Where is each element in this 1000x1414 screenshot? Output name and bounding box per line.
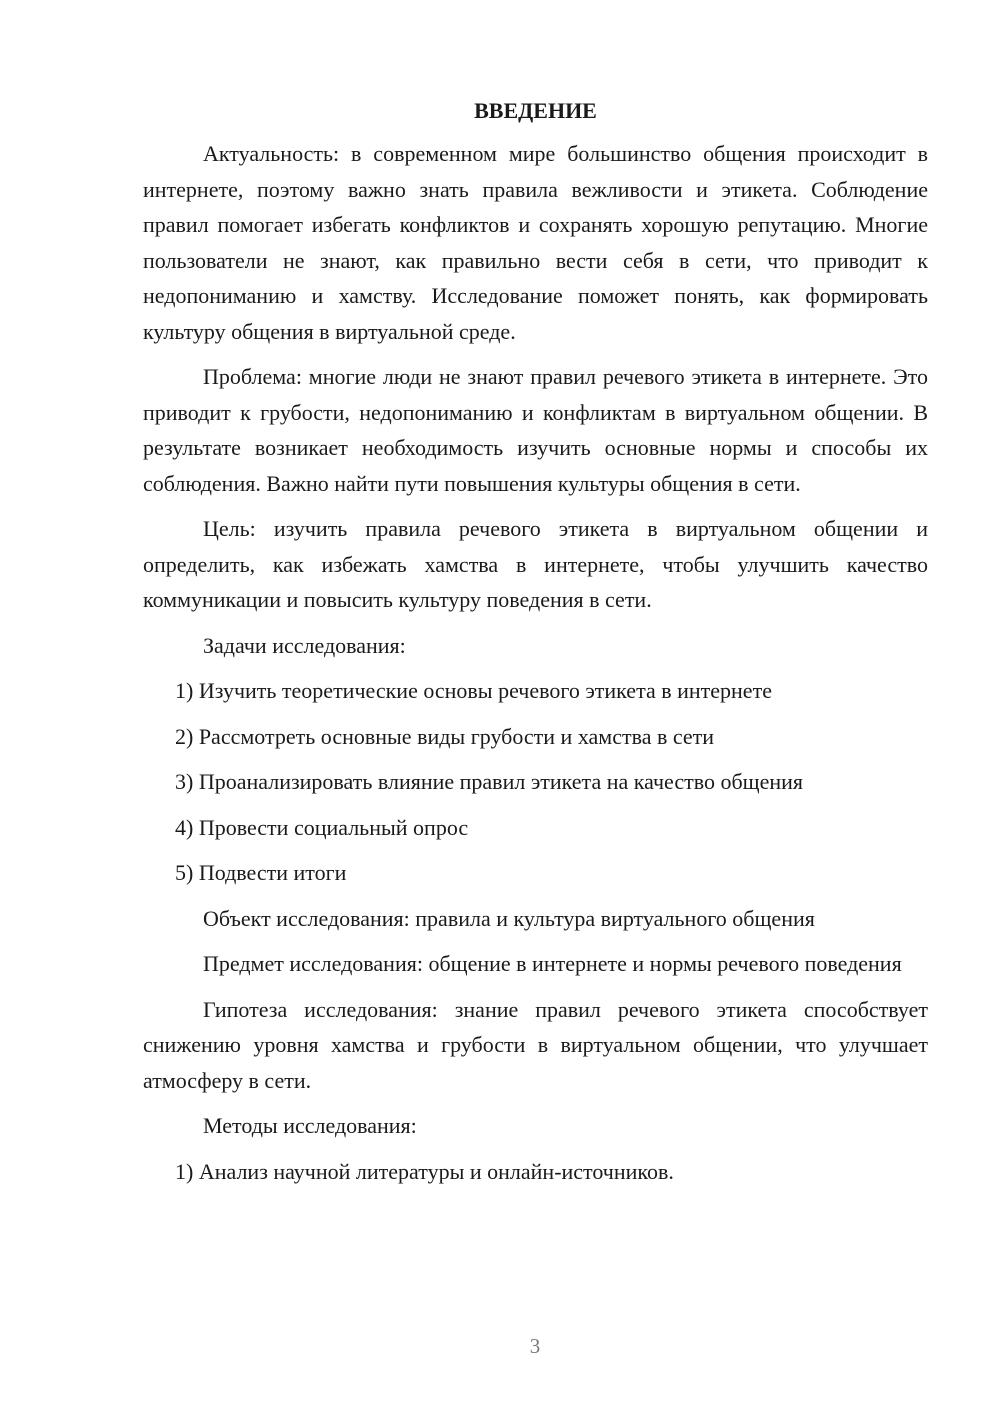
list-item: 3) Проанализировать влияние правил этикета на качество общения — [175, 769, 804, 794]
goal-paragraph: Цель: изучить правила речевого этикета в виртуальном общении и определить, как избежать хамства в интернете, чтобы улучшить качество коммуникации и повысить культуру поведения в сети. — [143, 516, 928, 612]
list-item: 2) Рассмотреть основные виды грубости и хамства в сети — [175, 723, 715, 749]
tasks-list — [143, 673, 928, 891]
tasks-heading: Задачи исследования: — [203, 632, 406, 658]
list-item: 1) Изучить теоретические основы речевого этикета в интернете — [175, 678, 772, 703]
methods-heading: Методы исследования: — [203, 1113, 417, 1138]
list-item: 1) Анализ научной литературы и онлайн-источников. — [175, 1158, 674, 1184]
list-item: 5) Подвести итоги — [175, 860, 347, 885]
relevance-paragraph: Актуальность: в современном мире большинство общения происходит в интернете, поэтому важно знать правила вежливости и этикета. Соблюдение правил помогает избегать конфликтов и сохранять хорошую репутацию. Многие пользователи не знают, как правильно вести себя в сети, что приводит к недопониманию и хамству. Исследование поможет понять, как формировать культуру общения в виртуальной среде. — [143, 141, 928, 344]
problem-paragraph: Проблема: многие люди не знают правил речевого этикета в интернете. Это приводит к грубости, недопониманию и конфликтам в виртуальном общении. В результате возникает необходимость изучить основные нормы и способы их соблюдения. Важно найти пути повышения культуры общения в сети. — [143, 364, 928, 496]
page-title: ВВЕДЕНИЕ — [474, 98, 597, 123]
object-paragraph: Объект исследования: правила и культура виртуального общения — [203, 905, 815, 931]
methods-list — [143, 1154, 928, 1190]
hypothesis-paragraph: Гипотеза исследования: знание правил речевого этикета способствует снижению уровня хамства и грубости в виртуальном общении, что улучшает атмосферу в сети. — [143, 996, 928, 1093]
list-item: 4) Провести социальный опрос — [175, 814, 469, 840]
page-number: 3 — [529, 1334, 541, 1358]
subject-paragraph: Предмет исследования: общение в интернете и нормы речевого поведения — [203, 951, 902, 976]
document-page — [143, 96, 928, 1199]
